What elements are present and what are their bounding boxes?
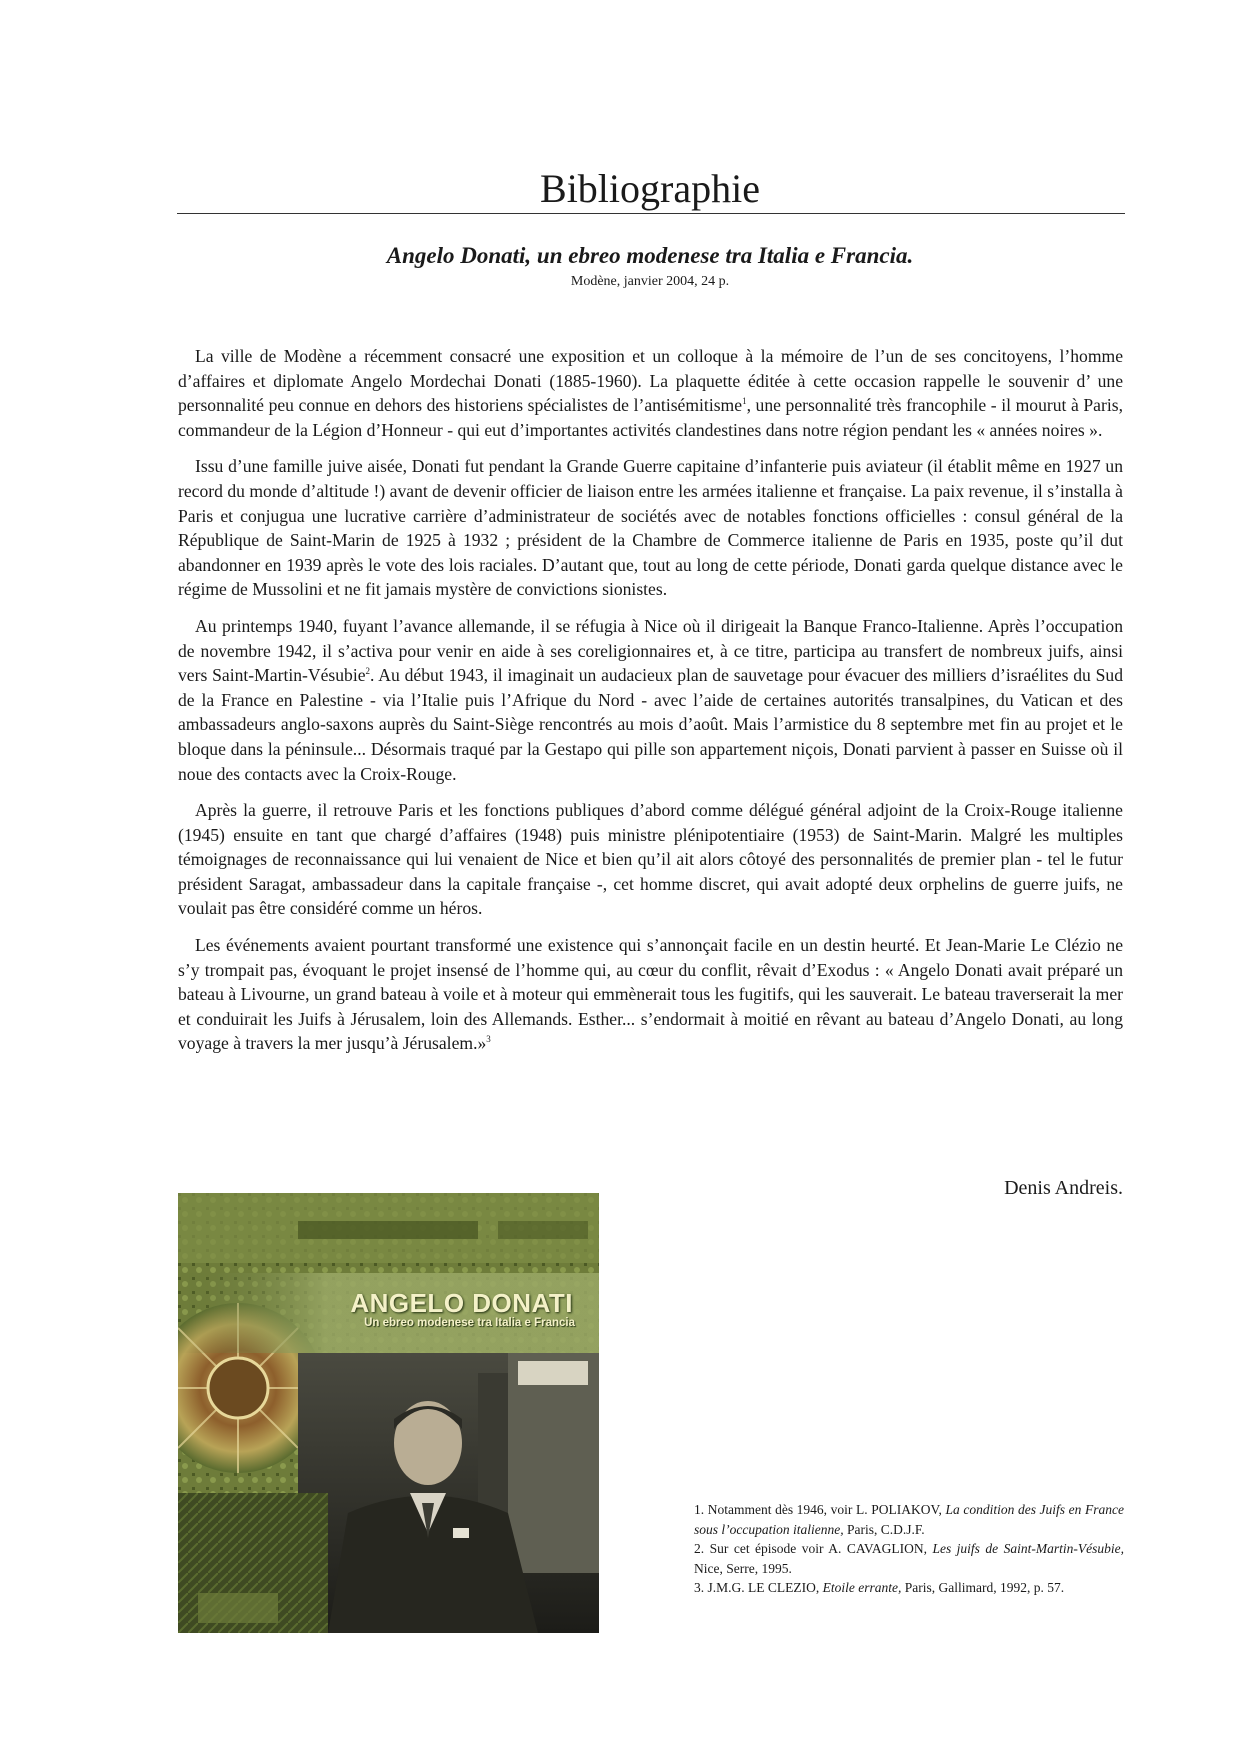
paragraph-1-part-a: La ville de Modène a récemment consacré une exposition et un colloque à la mémoire de l’un de ses concitoyens, l’homme d’affaires et diplomate Angelo Mordechai Donati (1885-1960). La plaquette éditée à cette occasion rappelle le souvenir d’ une personnalité peu connue en dehors des historiens spécialistes de l’antisémitisme — [178, 346, 1123, 416]
footnote-1 — [694, 1500, 1124, 1539]
footnote-publisher: Paris, C.D.J.F. — [843, 1521, 925, 1537]
paragraph-5 — [178, 933, 1123, 1056]
paragraph-4: Après la guerre, il retrouve Paris et les fonctions publiques d’abord comme délégué général adjoint de la Croix-Rouge italienne (1945) ensuite en tant que chargé d’affaires (1948) puis ministre plénipotentiaire (1953) de Saint-Marin. Malgré les multiples témoignages de reconnaissance qui lui venaient de Nice et bien qu’il ait alors côtoyé des personnalités de premier plan - tel le futur président Saragat, ambassadeur dans la capitale française -, cet homme discret, qui avait adopté deux orphelins de guerre juifs, ne voulait pas être considéré comme un héros. — [178, 800, 1123, 919]
title-divider — [177, 213, 1125, 214]
footnote-ref-1: 1 — [742, 396, 747, 407]
footnote-3 — [694, 1578, 1124, 1598]
book-title: Angelo Donati, un ebreo modenese tra Italia e Francia. — [386, 243, 914, 268]
page-title: Bibliographie — [540, 165, 760, 211]
paragraph-1 — [178, 344, 1123, 442]
footnote-number: 2. — [694, 1541, 705, 1556]
footnote-work-title: La condition des Juifs en France sous l’occupation italienne, — [694, 1502, 1124, 1537]
paragraph-5-text: Les événements avaient pourtant transformé une existence qui s’annonçait facile en un destin heurté. Et Jean-Marie Le Clézio ne s’y trompait pas, évoquant le projet insensé de l’homme qui, au cœur du conflit, rêvait d’Exodus : « Angelo Donati avait préparé un bateau à Livourne, un grand bateau à voile et à moteur qui emmènerait tous les fugitifs, qui les sauverait. Le bateau traverserait la mer et conduirait les Juifs à Jérusalem, loin des Allemands. Esther... s’endormait à moitié en rêvant au bateau d’Angelo Donati, au long voyage à travers la mer jusqu’à Jérusalem.» — [178, 935, 1123, 1054]
paragraph-2: Issu d’une famille juive aisée, Donati fut pendant la Grande Guerre capitaine d’infanterie puis aviateur (il établit même en 1927 un record du monde d’altitude !) avant de devenir officier de liaison entre les armées italienne et française. La paix revenue, il s’installa à Paris et conjugua une lucrative carrière d’administrateur de sociétés avec de notables fonctions officielles : consul général de la République de Saint-Marin de 1925 à 1932 ; président de la Chambre de Commerce italienne de Paris en 1935, poste qu’il dut abandonner en 1939 après le vote des lois raciales. D’autant que, tout au long de cette période, Donati garda quelque distance avec le régime de Mussolini et ne fit jamais mystère de convictions sionistes. — [178, 456, 1123, 600]
cover-subtitle: Un ebreo modenese tra Italia e Francia — [364, 1317, 575, 1329]
article-body — [178, 344, 1123, 1068]
footnote-2 — [694, 1539, 1124, 1578]
paragraph-1-part-b: , une personnalité très francophile - il mourut à Paris, commandeur de la Légion d’Honneur - qui eut d’importantes activités clandestines dans notre région pendant les « années noires ». — [178, 395, 1123, 440]
book-publication-info: Modène, janvier 2004, 24 p. — [570, 274, 730, 289]
cover-artwork — [178, 1193, 599, 1633]
footnote-publisher: Nice, Serre, 1995. — [694, 1560, 792, 1576]
paragraph-3-part-b: . Au début 1943, il imaginait un audacieux plan de sauvetage pour évacuer des milliers d’israélites du Sud de la France en Palestine - via l’Italie puis l’Afrique du Nord - avec l’aide de certaines autorités transalpines, du Vatican et des ambassadeurs anglo-saxons auprès du Saint-Siège rencontrés au mois d’août. Mais l’armistice du 8 septembre met fin au projet et le bloque dans la péninsule... Désormais traqué par la Gestapo qui pille son appartement niçois, Donati parvient à passer en Suisse où il noue des contacts avec la Croix-Rouge. — [178, 665, 1123, 784]
footnote-work-title: Etoile errante, — [822, 1580, 902, 1595]
footnotes — [694, 1500, 1124, 1598]
cover-title: ANGELO DONATI — [350, 1288, 573, 1318]
paragraph-3-part-a: Au printemps 1940, fuyant l’avance allemande, il se réfugia à Nice où il dirigeait la Banque Franco-Italienne. Après l’occupation de novembre 1942, il s’activa pour venir en aide à ses coreligionnaires et, à ce titre, participa au transfert de nombreux juifs, ainsi vers Saint-Martin-Vésubie — [178, 615, 1123, 686]
paragraph-3 — [178, 614, 1123, 786]
footnote-text: Notamment dès 1946, voir L. POLIAKOV, — [704, 1502, 946, 1517]
author-signature: Denis Andreis. — [1004, 1177, 1123, 1199]
footnote-ref-2: 2 — [365, 666, 371, 677]
footnote-ref-3: 3 — [486, 1034, 491, 1045]
footnote-publisher: Paris, Gallimard, 1992, p. 57. — [901, 1580, 1065, 1595]
book-cover-image — [178, 1193, 599, 1633]
footnote-number: 1. — [694, 1502, 705, 1517]
footnote-text: Sur cet épisode voir A. CAVAGLION, — [704, 1541, 933, 1556]
footnote-text: J.M.G. LE CLEZIO, — [704, 1580, 823, 1595]
footnote-number: 3. — [694, 1580, 705, 1595]
footnote-work-title: Les juifs de Saint-Martin-Vésubie, — [932, 1541, 1124, 1556]
